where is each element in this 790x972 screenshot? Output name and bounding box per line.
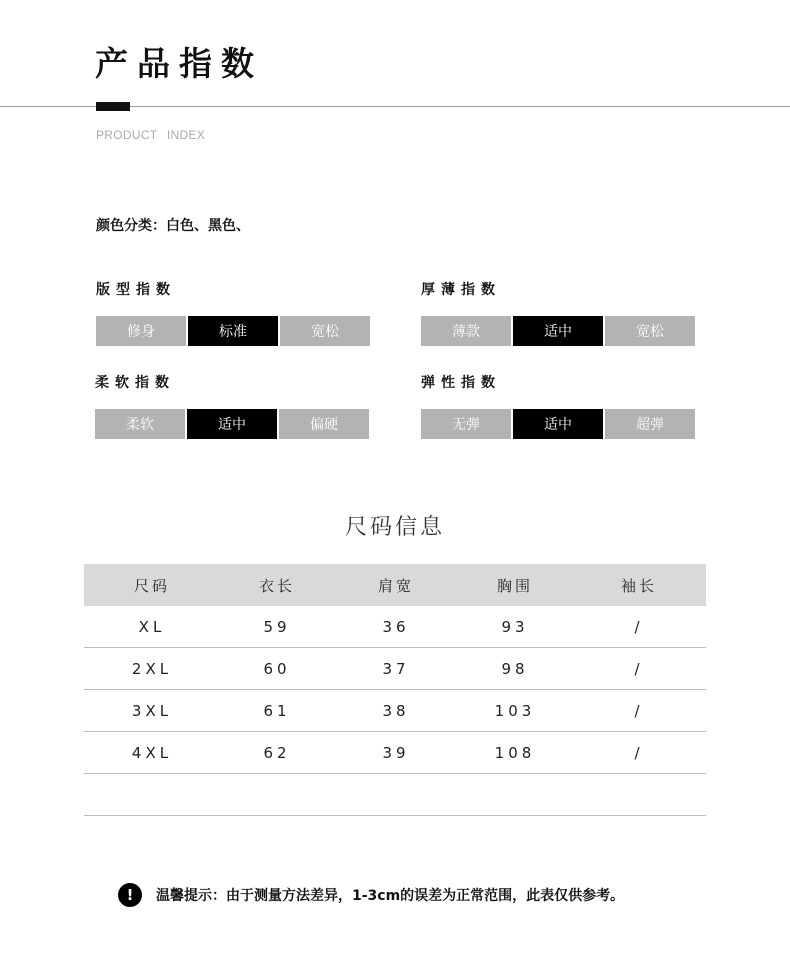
index-label: 版型指数 [96, 282, 176, 298]
index-options [421, 316, 701, 346]
table-row [84, 648, 706, 690]
table-cell [334, 774, 458, 816]
table-cell: 36 [334, 606, 458, 648]
page-subtitle: PRODUCT INDEX [96, 128, 206, 142]
index-option-selected: 适中 [187, 409, 277, 439]
table-cell: 4XL [84, 732, 220, 774]
column-header: 胸围 [458, 564, 572, 606]
index-options [95, 409, 375, 439]
column-header: 肩宽 [334, 564, 458, 606]
index-label: 厚薄指数 [421, 282, 501, 298]
table-cell: 3XL [84, 690, 220, 732]
table-cell: 60 [220, 648, 334, 690]
table-cell: 39 [334, 732, 458, 774]
table-cell: / [572, 648, 706, 690]
table-cell: 62 [220, 732, 334, 774]
column-header: 尺码 [84, 564, 220, 606]
index-option: 修身 [96, 316, 186, 346]
table-cell: 59 [220, 606, 334, 648]
table-cell: 108 [458, 732, 572, 774]
table-cell: 38 [334, 690, 458, 732]
table-cell: / [572, 606, 706, 648]
index-elasticity [421, 372, 701, 439]
table-cell: 103 [458, 690, 572, 732]
index-option-selected: 适中 [513, 409, 603, 439]
index-option: 超弹 [605, 409, 695, 439]
index-label: 弹性指数 [421, 375, 501, 391]
table-header-row [84, 564, 706, 606]
index-option: 偏硬 [279, 409, 369, 439]
table-cell [458, 774, 572, 816]
index-options [421, 409, 701, 439]
table-row [84, 690, 706, 732]
index-option: 宽松 [605, 316, 695, 346]
index-option: 无弹 [421, 409, 511, 439]
index-thickness [421, 279, 701, 346]
table-cell: / [572, 690, 706, 732]
exclamation-circle-icon: ! [118, 883, 142, 907]
page-title: 产品指数 [95, 44, 263, 83]
index-option: 宽松 [280, 316, 370, 346]
index-fit [96, 279, 376, 346]
column-header: 衣长 [220, 564, 334, 606]
index-option: 薄款 [421, 316, 511, 346]
measurement-tip [118, 883, 624, 907]
size-section-title: 尺码信息 [344, 515, 445, 540]
table-row [84, 606, 706, 648]
index-option-selected: 适中 [513, 316, 603, 346]
index-softness [95, 372, 375, 439]
table-cell: XL [84, 606, 220, 648]
table-cell: / [572, 732, 706, 774]
table-cell: 98 [458, 648, 572, 690]
title-accent-bar [96, 102, 130, 111]
index-options [96, 316, 376, 346]
tip-text: 温馨提示：由于测量方法差异，1-3cm的误差为正常范围，此表仅供参考。 [156, 888, 625, 904]
size-table [84, 564, 706, 816]
column-header: 袖长 [572, 564, 706, 606]
table-cell: 61 [220, 690, 334, 732]
color-classification: 颜色分类：白色、黑色、 [96, 218, 250, 234]
index-option: 柔软 [95, 409, 185, 439]
table-cell: 37 [334, 648, 458, 690]
index-label: 柔软指数 [95, 375, 175, 391]
table-cell [220, 774, 334, 816]
table-cell: 93 [458, 606, 572, 648]
table-cell [84, 774, 220, 816]
table-cell: 2XL [84, 648, 220, 690]
table-row-empty [84, 774, 706, 816]
table-cell [572, 774, 706, 816]
table-row [84, 732, 706, 774]
index-option-selected: 标准 [188, 316, 278, 346]
